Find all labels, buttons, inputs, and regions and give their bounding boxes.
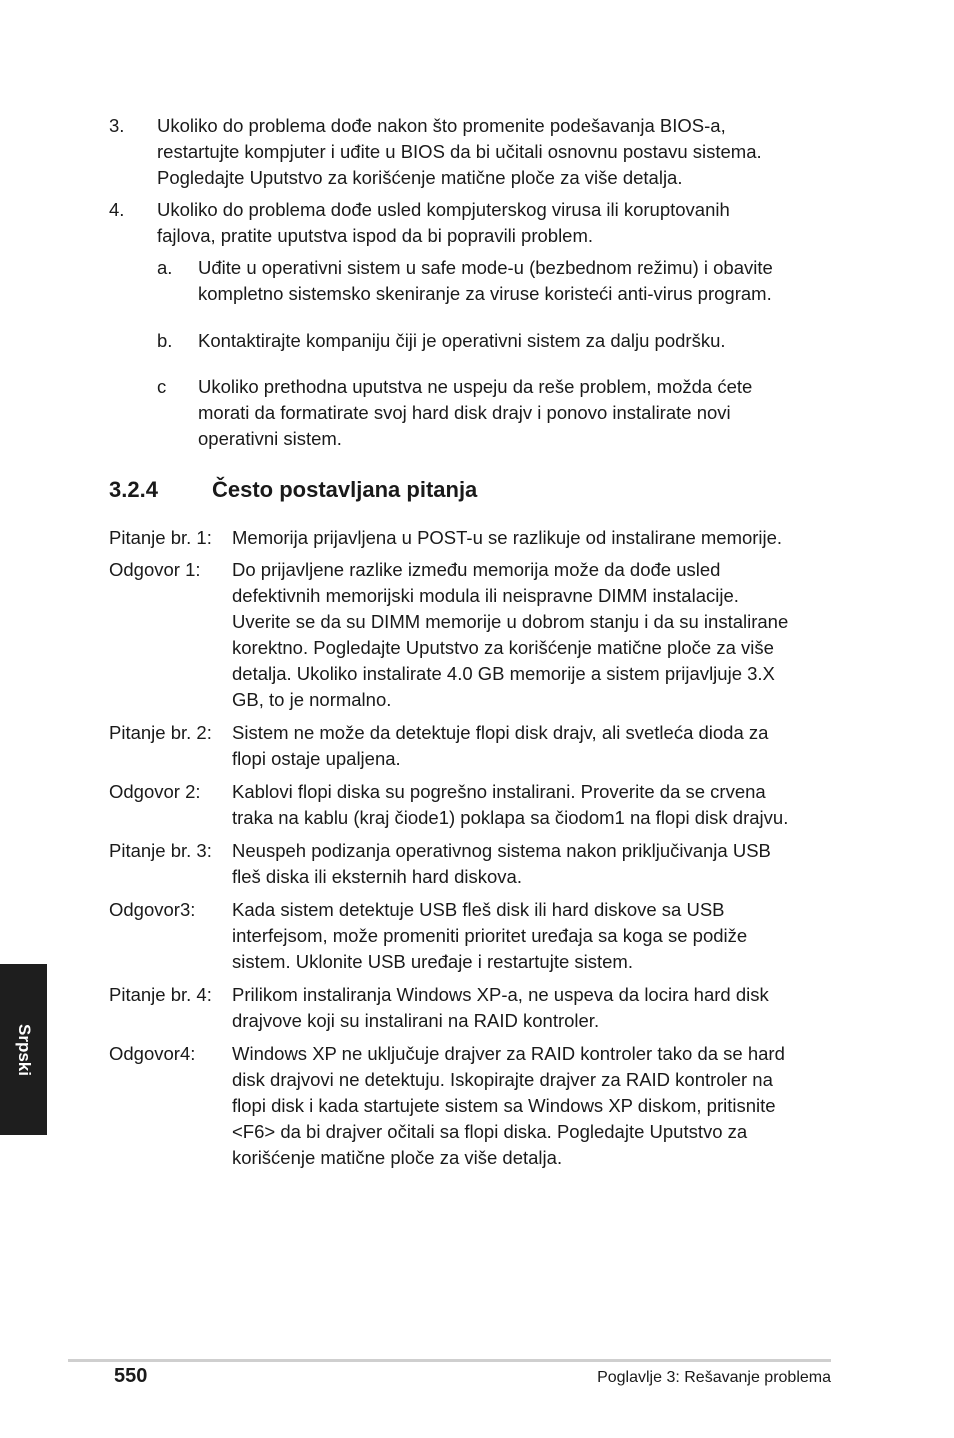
text-line: korektno. Pogledajte Uputstvo za korišćenje matične ploče za više xyxy=(232,637,774,658)
text-line: GB, to je normalno. xyxy=(232,689,392,710)
text-line: detalja. Ukoliko instalirate 4.0 GB memorije a sistem prijavljuje 3.X xyxy=(232,663,775,684)
text-line: Kablovi flopi diska su pogrešno instalirani. Proverite da se crvena xyxy=(232,781,766,802)
language-label: Srpski xyxy=(14,1023,34,1076)
sub-list-marker: a. xyxy=(157,257,173,278)
footer-divider xyxy=(68,1359,831,1362)
text-line: kompletno sistemsko skeniranje za viruse koristeći anti-virus program. xyxy=(198,283,772,304)
text-line: drajvove koji su instalirani na RAID kontroler. xyxy=(232,1010,600,1031)
sub-list-marker: c xyxy=(157,376,167,397)
text-line: morati da formatirate svoj hard disk drajv i ponovo instalirate novi xyxy=(198,402,731,423)
text-line: flopi disk i kada startujete sistem sa Windows XP diskom, pritisnite xyxy=(232,1095,776,1116)
text-line: Do prijavljene razlike između memorija može da dođe usled xyxy=(232,559,721,580)
text-line: Memorija prijavljena u POST-u se razlikuje od instalirane memorije. xyxy=(232,527,783,548)
language-side-tab xyxy=(0,964,47,1135)
faq-label: Pitanje br. 3: xyxy=(109,840,212,861)
text-line: Neuspeh podizanja operativnog sistema nakon priključivanja USB xyxy=(232,840,771,861)
text-line: Ukoliko prethodna uputstva ne uspeju da reše problem, možda ćete xyxy=(198,376,753,397)
text-line: Ukoliko do problema dođe usled kompjuterskog virusa ili koruptovanih xyxy=(157,199,730,220)
faq-label: Pitanje br. 1: xyxy=(109,527,212,548)
chapter-title: Poglavlje 3: Rešavanje problema xyxy=(597,1369,831,1386)
list-marker: 4. xyxy=(109,199,125,220)
text-line: traka na kablu (kraj čiode1) poklapa sa čiodom1 na flopi disk drajvu. xyxy=(232,807,789,828)
text-line: Windows XP ne uključuje drajver za RAID kontroler tako da se hard xyxy=(232,1043,785,1064)
text-line: Sistem ne može da detektuje flopi disk drajv, ali svetleća dioda za xyxy=(232,722,769,743)
text-line: flopi ostaje upaljena. xyxy=(232,748,401,769)
text-line: fajlova, pratite uputstva ispod da bi popravili problem. xyxy=(157,225,594,246)
text-line: defektivnih memorijski modula ili neispravne DIMM instalacije. xyxy=(232,585,739,606)
faq-label: Odgovor3: xyxy=(109,899,196,920)
text-line: disk drajvovi ne detektuju. Iskopirajte drajver za RAID kontroler na xyxy=(232,1069,773,1090)
text-line: interfejsom, može promeniti prioritet uređaja sa koga se podiže xyxy=(232,925,748,946)
section-title: Često postavljana pitanja xyxy=(212,477,478,502)
text-line: Pogledajte Uputstvo za korišćenje matične ploče za više detalja. xyxy=(157,167,683,188)
faq-label: Pitanje br. 2: xyxy=(109,722,212,743)
text-line: Prilikom instaliranja Windows XP-a, ne uspeva da locira hard disk xyxy=(232,984,769,1005)
faq-label: Pitanje br. 4: xyxy=(109,984,212,1005)
text-line: Uđite u operativni sistem u safe mode-u (bezbednom režimu) i obavite xyxy=(198,257,773,278)
text-line: operativni sistem. xyxy=(198,428,342,449)
text-line: <F6> da bi drajver očitali sa flopi diska. Pogledajte Uputstvo za xyxy=(232,1121,748,1142)
faq-label: Odgovor4: xyxy=(109,1043,196,1064)
text-line: restartujte kompjuter i uđite u BIOS da bi učitali osnovnu postavu sistema. xyxy=(157,141,762,162)
text-line: Kada sistem detektuje USB fleš disk ili hard diskove sa USB xyxy=(232,899,725,920)
text-line: Kontaktirajte kompaniju čiji je operativni sistem za dalju podršku. xyxy=(198,330,726,351)
list-marker: 3. xyxy=(109,115,125,136)
faq-label: Odgovor 1: xyxy=(109,559,201,580)
text-line: sistem. Uklonite USB uređaje i restartujte sistem. xyxy=(232,951,633,972)
text-line: Uverite se da su DIMM memorije u dobrom stanju i da su instalirane xyxy=(232,611,789,632)
section-number: 3.2.4 xyxy=(109,477,158,502)
text-line: korišćenje matične ploče za više detalja. xyxy=(232,1147,563,1168)
text-line: fleš diska ili eksternih hard diskova. xyxy=(232,866,522,887)
text-line: Ukoliko do problema dođe nakon što promenite podešavanja BIOS-a, xyxy=(157,115,726,136)
faq-label: Odgovor 2: xyxy=(109,781,201,802)
page-number: 550 xyxy=(114,1365,148,1387)
sub-list-marker: b. xyxy=(157,330,173,351)
